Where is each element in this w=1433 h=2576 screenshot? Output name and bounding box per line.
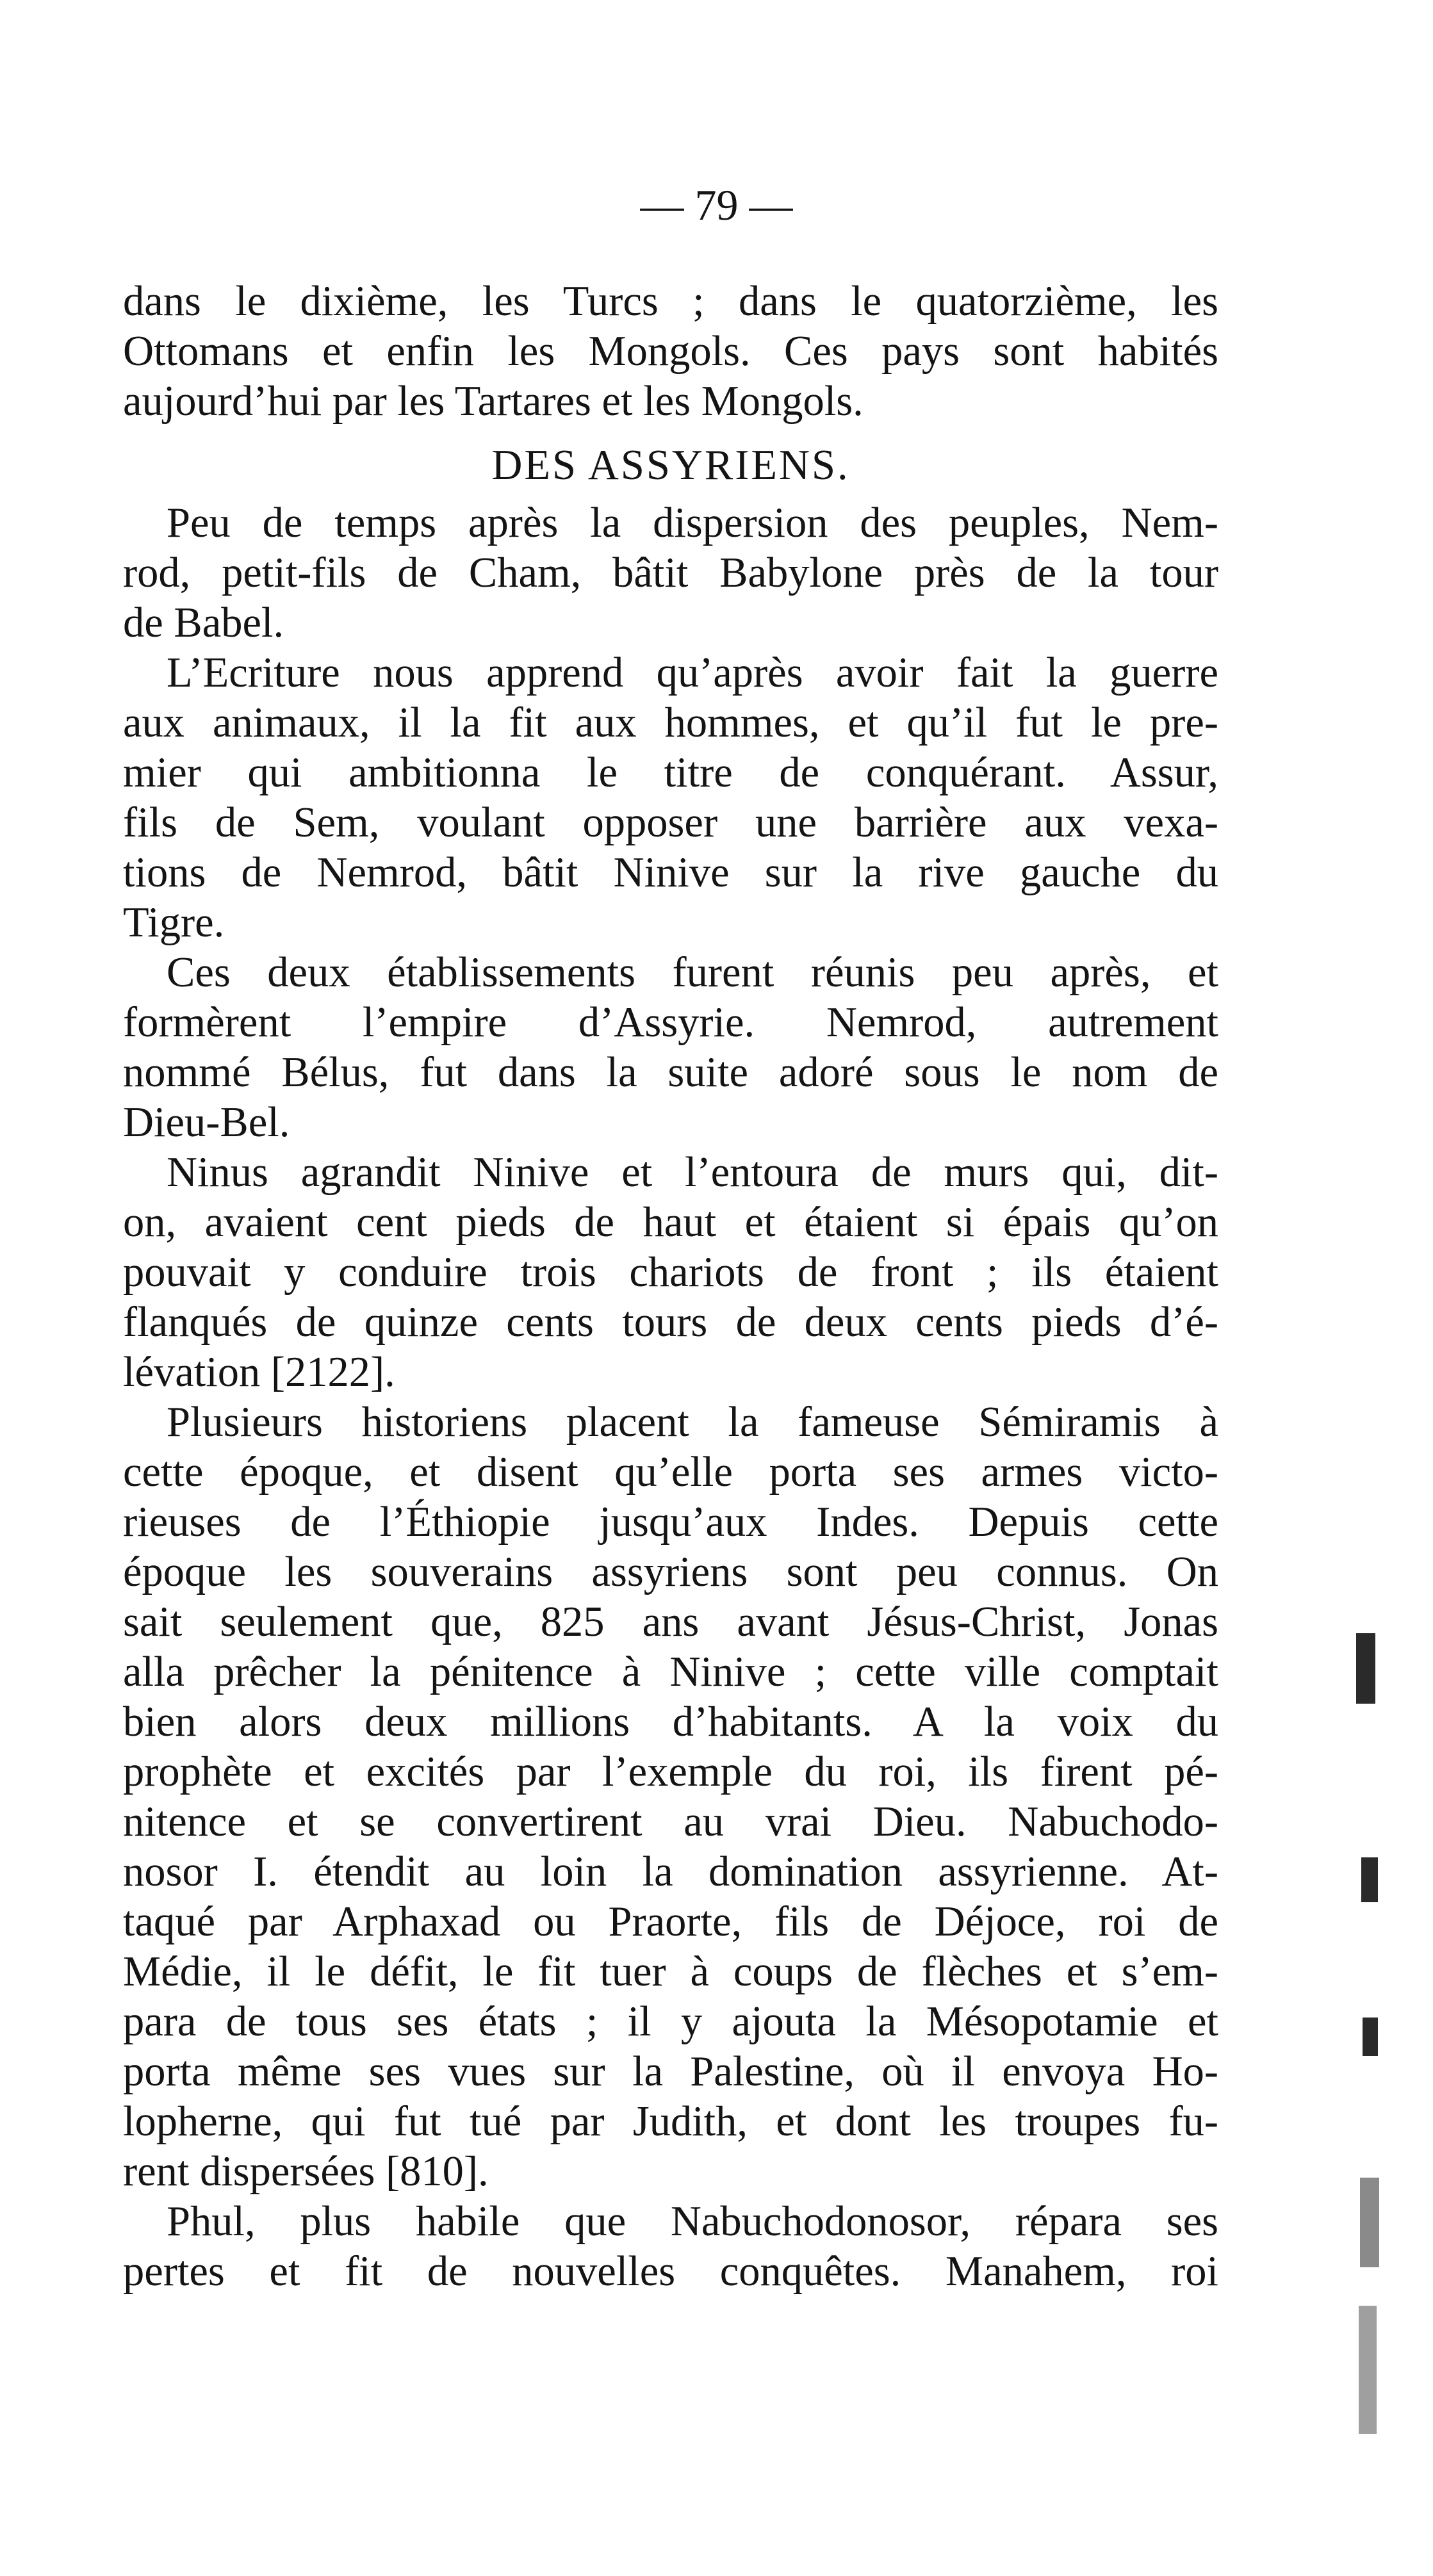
paragraph-first-line: Plusieurs historiens placent la fameuse Sémiramis à	[167, 1399, 1218, 1446]
text-line: taqué par Arphaxad ou Praorte, fils de Déjoce, roi de	[123, 1898, 1218, 1945]
text-line: prophète et excités par l’exemple du roi, ils firent pé-	[123, 1749, 1218, 1795]
text-line: Tigre.	[123, 899, 225, 946]
paragraph-first-line: Ces deux établissements furent réunis peu après, et	[167, 949, 1218, 996]
page-number: — 79 —	[640, 181, 793, 229]
text-line: bien alors deux millions d’habitants. A la voix du	[123, 1699, 1218, 1745]
text-line: nosor I. étendit au loin la domination assyrienne. At-	[123, 1848, 1218, 1895]
paragraph-first-line: L’Ecriture nous apprend qu’après avoir fait la guerre	[167, 649, 1218, 696]
text-column	[123, 277, 1218, 2297]
text-line: dans le dixième, les Turcs ; dans le quatorzième, les	[123, 278, 1218, 325]
text-line: de Babel.	[123, 599, 284, 646]
scan-speck	[1361, 1857, 1378, 1902]
scan-speck	[1356, 1633, 1375, 1704]
text-line: para de tous ses états ; il y ajouta la Mésopotamie et	[123, 1998, 1218, 2045]
text-line: mier qui ambitionna le titre de conquérant. Assur,	[123, 749, 1218, 796]
text-line: cette époque, et disent qu’elle porta ses armes victo-	[123, 1449, 1218, 1496]
scan-speck	[1363, 2018, 1378, 2056]
paragraph-first-line: Peu de temps après la dispersion des peuples, Nem-	[167, 500, 1218, 546]
paragraph-first-line: Phul, plus habile que Nabuchodonosor, répara ses	[167, 2198, 1218, 2245]
text-line: aux animaux, il la fit aux hommes, et qu’il fut le pre-	[123, 699, 1218, 746]
section-heading: DES ASSYRIENS.	[491, 442, 850, 489]
text-line: sait seulement que, 825 ans avant Jésus-Christ, Jonas	[123, 1599, 1218, 1645]
scan-speck	[1359, 2306, 1377, 2434]
text-line: flanqués de quinze cents tours de deux cents pieds d’é-	[123, 1299, 1218, 1346]
scan-speck	[1360, 2178, 1379, 2267]
text-line: lopherne, qui fut tué par Judith, et dont les troupes fu-	[123, 2098, 1218, 2145]
paragraph-first-line: Ninus agrandit Ninive et l’entoura de murs qui, dit-	[167, 1149, 1218, 1196]
text-line: aujourd’hui par les Tartares et les Mongols.	[123, 378, 864, 425]
text-line: Dieu-Bel.	[123, 1099, 290, 1146]
text-line: on, avaient cent pieds de haut et étaient si épais qu’on	[123, 1199, 1218, 1246]
text-line: tions de Nemrod, bâtit Ninive sur la rive gauche du	[123, 849, 1218, 896]
text-line: lévation [2122].	[123, 1349, 395, 1396]
text-line: rod, petit-fils de Cham, bâtit Babylone près de la tour	[123, 550, 1218, 596]
text-line: nommé Bélus, fut dans la suite adoré sous le nom de	[123, 1049, 1218, 1096]
text-line: Ottomans et enfin les Mongols. Ces pays sont habités	[123, 328, 1218, 375]
text-line: Médie, il le défit, le fit tuer à coups de flèches et s’em-	[123, 1948, 1218, 1995]
text-line: alla prêcher la pénitence à Ninive ; cette ville comptait	[123, 1649, 1218, 1695]
text-line: époque les souverains assyriens sont peu connus. On	[123, 1549, 1218, 1595]
text-line: pertes et fit de nouvelles conquêtes. Manahem, roi	[123, 2248, 1218, 2295]
margin-scan-noise	[1331, 160, 1407, 2530]
text-line: porta même ses vues sur la Palestine, où il envoya Ho-	[123, 2048, 1218, 2095]
text-line: rieuses de l’Éthiopie jusqu’aux Indes. Depuis cette	[123, 1499, 1218, 1545]
text-line: fils de Sem, voulant opposer une barrière aux vexa-	[123, 799, 1218, 846]
text-line: formèrent l’empire d’Assyrie. Nemrod, autrement	[123, 999, 1218, 1046]
text-line: rent dispersées [810].	[123, 2148, 489, 2195]
text-line: nitence et se convertirent au vrai Dieu. Nabuchodo-	[123, 1798, 1218, 1845]
text-line: pouvait y conduire trois chariots de front ; ils étaient	[123, 1249, 1218, 1296]
